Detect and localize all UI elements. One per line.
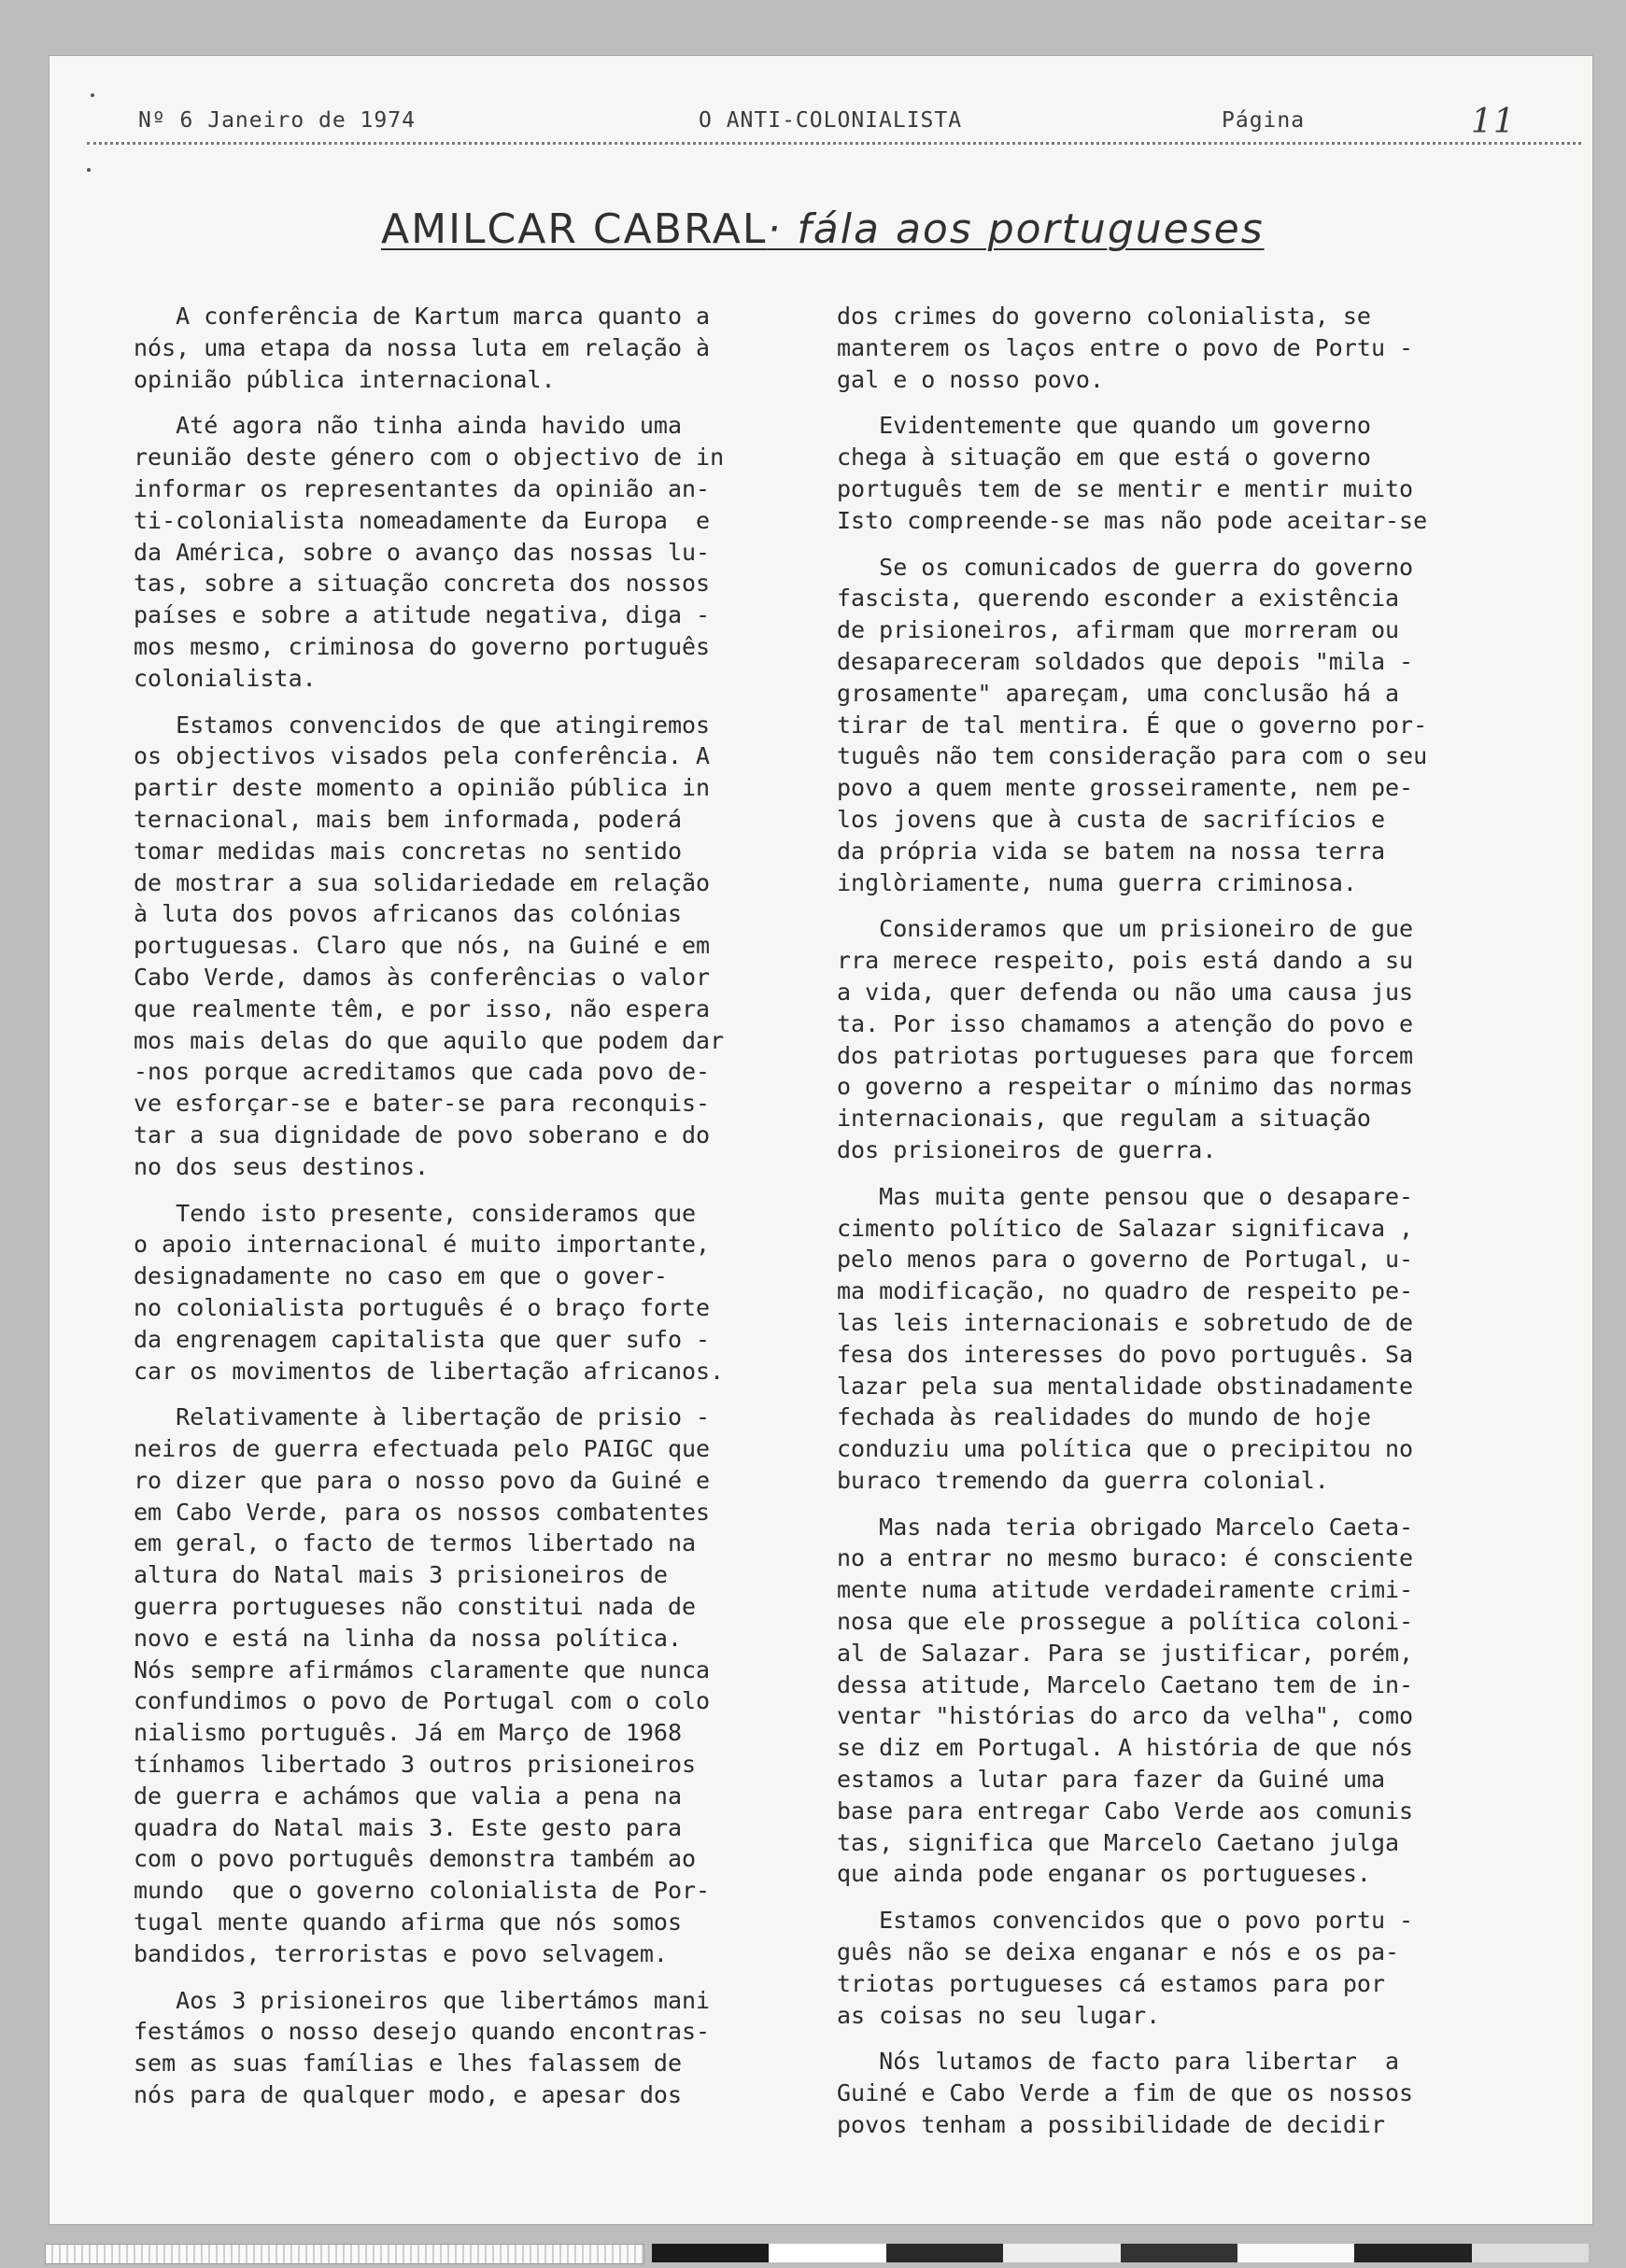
scan-color-bar [652,2244,1589,2262]
margin-dot [87,168,91,172]
paragraph: Estamos convencidos que o povo portu - guês não se deixa enganar e nós e os pa- triotas portugueses cá estamos para por as coisas no seu lugar. [837,1907,1414,2029]
newspaper-name: O ANTI-COLONIALISTA [699,108,963,133]
page-number: 11 [1471,103,1516,141]
paragraph: Evidentemente que quando um governo chega à situação em que está o governo português tem de se mentir e mentir muito Isto compreende-se mas não pode aceitar-se [837,412,1428,534]
article-title [381,205,1265,253]
title-name: AMILCAR CABRAL [381,205,768,253]
paragraph: Nós lutamos de facto para libertar a Guiné e Cabo Verde a fim de que os nossos povos tenham a possibilidade de decidir [837,2048,1414,2139]
paragraph: Consideramos que um prisioneiro de gue rra merece respeito, pois está dando a su a vida, quer defenda ou não uma causa jus ta. Por isso chamamos a atenção do povo e dos patriotas portugueses para que forcem o governo a respeitar o mínimo das normas internacionais, que regulam a situação dos prisioneiros de guerra. [837,915,1414,1163]
right-column [837,301,1565,2156]
paragraph: Estamos convencidos de que atingiremos os objectivos visados pela conferência. A partir deste momento a opinião pública in ternacional, mais bem informada, poderá tomar medidas mais concretas no sentido de mostrar a sua solidariedade em relação à luta dos povos africanos das colónias portuguesas. Claro que nós, na Guiné e em Cabo Verde, damos às conferências o valor que realmente têm, e por isso, não espera mos mais delas do que aquilo que podem dar -nos porque acreditamos que cada povo de- ve esforçar-se e bater-se para reconquis- tar a sua dignidade de povo soberano e do no dos seus destinos. [134,711,725,1180]
scan-ruler [45,2244,644,2264]
document-page [49,56,1592,2224]
issue-date: Nº 6 Janeiro de 1974 [138,108,416,133]
paragraph: Aos 3 prisioneiros que libertámos mani festámos o nosso desejo quando encontras- sem as suas famílias e lhes falassem de nós para de qualquer modo, e apesar dos [134,1986,711,2109]
paragraph: Tendo isto presente, consideramos que o apoio internacional é muito importante, designadamente no caso em que o gover- no colonialista português é o braço forte da engrenagem capitalista que quer sufo - car os movimentos de libertação africanos. [134,1199,725,1385]
paragraph: Se os comunicados de guerra do governo fascista, querendo esconder a existência de prisioneiros, afirmam que morreram ou desapareceram soldados que depois "mila - grosamente" apareçam, uma conclusão há a tirar de tal mentira. É que o governo por- tuguês não tem consideração para com o seu povo a quem mente grosseiramente, nem pe- los jovens que à custa de sacrifícios e da própria vida se batem na nossa terra inglòriamente, numa guerra criminosa. [837,553,1428,896]
paragraph: Relativamente à libertação de prisio - neiros de guerra efectuada pelo PAIGC que ro dizer que para o nosso povo da Guiné e em Cabo Verde, para os nossos combatentes em geral, o facto de termos libertado na altura do Natal mais 3 prisioneiros de guerra portugueses não constitui nada de novo e está na linha da nossa política. Nós sempre afirmámos claramente que nunca confundimos o povo de Portugal com o colo nialismo português. Já em Março de 1968 tínhamos libertado 3 outros prisioneiros de guerra e achámos que valia a pena na quadra do Natal mais 3. Este gesto para com o povo português demonstra também ao mundo que o governo colonialista de Por- tugal mente quando afirma que nós somos bandidos, terroristas e povo selvagem. [134,1403,711,1967]
paragraph: dos crimes do governo colonialista, se manterem os laços entre o povo de Portu - gal e o nosso povo. [837,303,1414,393]
paragraph: Até agora não tinha ainda havido uma reunião deste género com o objectivo de in informar os representantes da opinião an- ti-colonialista nomeadamente da Europa e da América, sobre o avanço das nossas lu- tas, sobre a situação concreta dos nossos países e sobre a atitude negativa, diga - mos mesmo, criminosa do governo português colonialista. [134,412,725,692]
page-header [49,103,1592,164]
paragraph: Mas muita gente pensou que o desapare- cimento político de Salazar significava , pelo menos para o governo de Portugal, u- ma modificação, no quadro de respeito pe- las leis internacionais e sobretudo de de fesa dos interesses do povo português. Sa lazar pela sua mentalidade obstinadamente fechada às realidades do mundo de hoje conduziu uma política que o precipitou no buraco tremendo da guerra colonial. [837,1182,1414,1494]
header-divider [87,142,1581,145]
paragraph: Mas nada teria obrigado Marcelo Caeta- no a entrar no mesmo buraco: é consciente mente numa atitude verdadeiramente crimi- nosa que ele prossegue a política coloni- al de Salazar. Para se justificar, porém, dessa atitude, Marcelo Caetano tem de in- ventar "histórias do arco da velha", como se diz em Portugal. A história de que nós estamos a lutar para fazer da Guiné uma base para entregar Cabo Verde aos comunis tas, significa que Marcelo Caetano julga que ainda pode enganar os portugueses. [837,1513,1414,1888]
left-column [134,301,871,2126]
margin-dot [91,93,94,97]
paragraph: A conferência de Kartum marca quanto a nós, uma etapa da nossa luta em relação à opinião pública internacional. [134,303,711,393]
title-subtitle: · fála aos portugueses [767,205,1265,253]
page-label: Página [1222,108,1306,133]
